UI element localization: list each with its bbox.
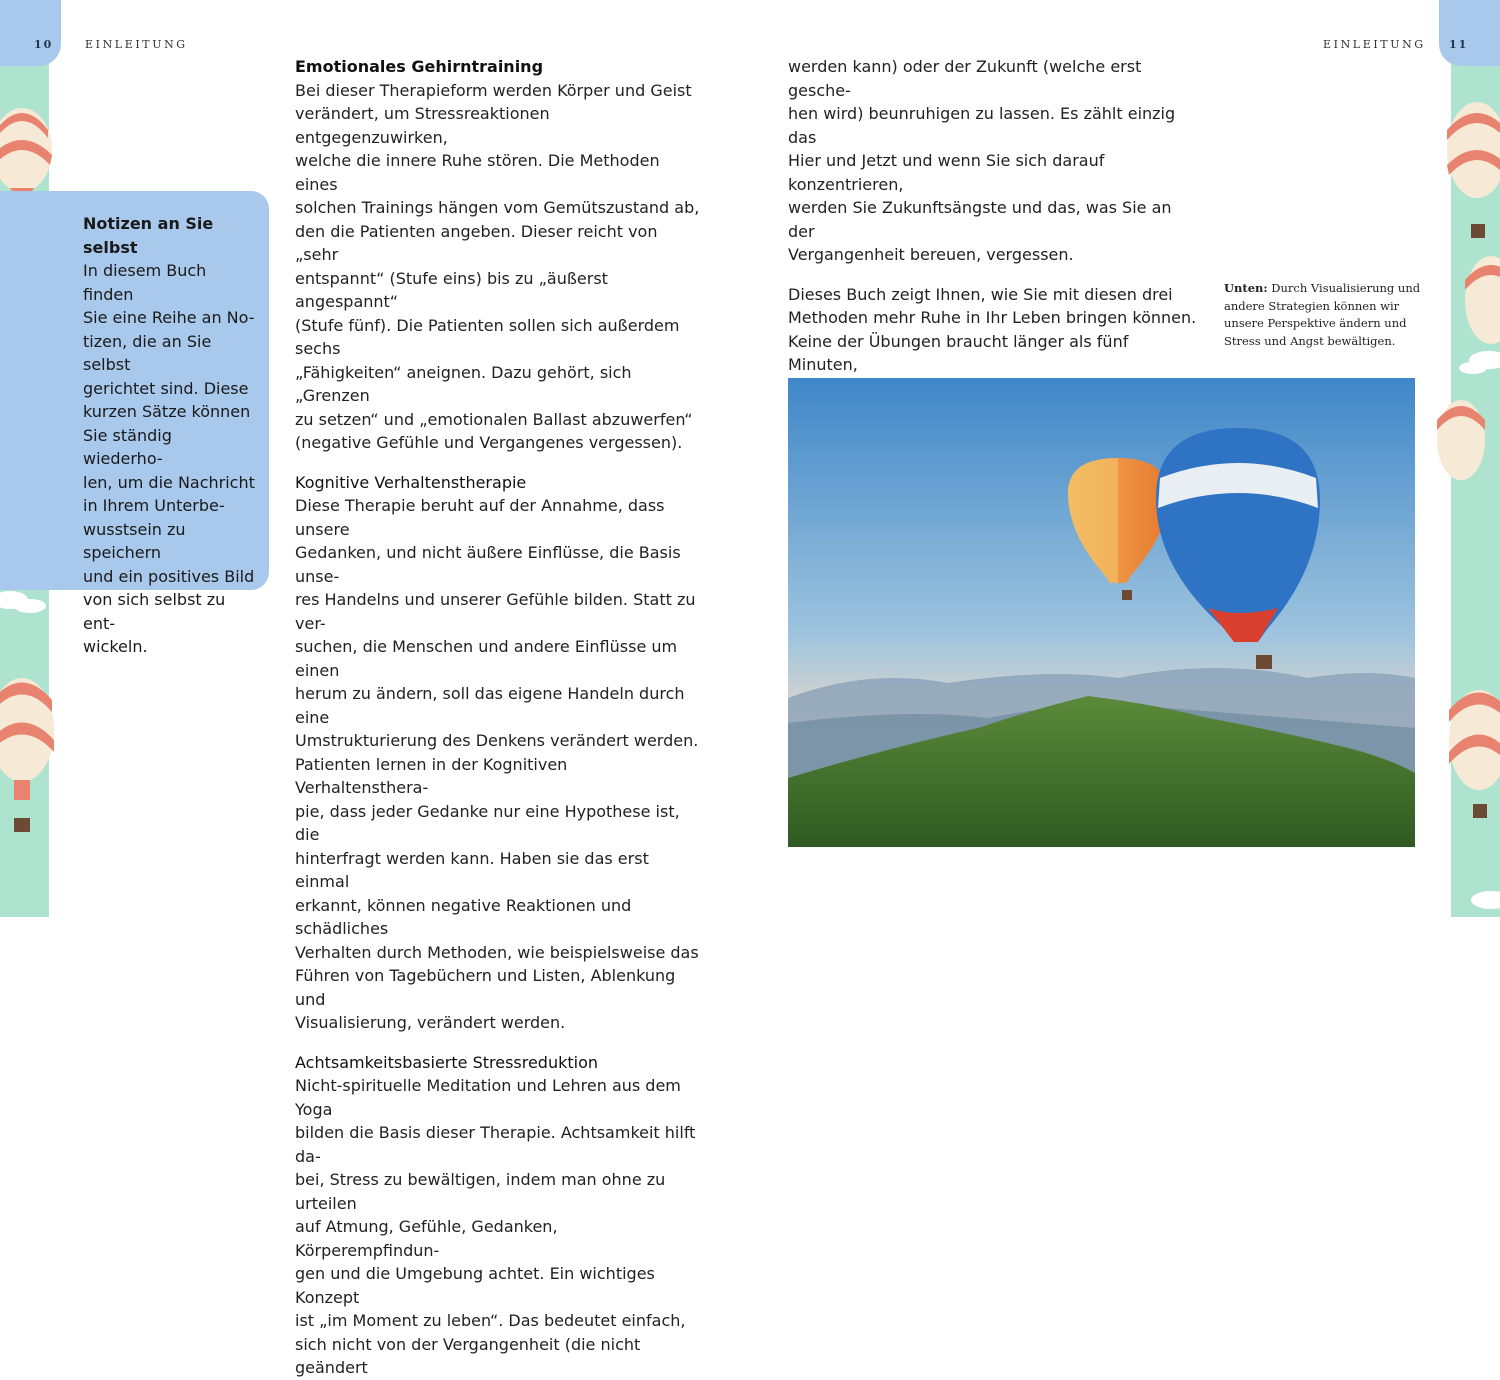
text-line: ist „im Moment zu leben“. Das bedeutet einfach, (295, 1311, 686, 1330)
note-line: wusstsein zu speichern (83, 519, 186, 562)
text-line: solchen Trainings hängen vom Gemütszustand ab, (295, 198, 700, 217)
section-heading-mindfulness-stress-reduction: Achtsamkeitsbasierte Stressreduktion (295, 1052, 599, 1072)
text-line: hinterfragt werden kann. Haben sie das erst einmal (295, 848, 649, 891)
text-line: hen wird) beunruhigen zu lassen. Es zählt einzig das (788, 104, 1176, 147)
text-line: Nicht-spirituelle Meditation und Lehren aus dem Yoga (295, 1076, 681, 1119)
note-line: len, um die Nachricht (83, 472, 255, 492)
balloon-icon (1447, 102, 1500, 238)
text-line: herum zu ändern, soll das eigene Handeln durch eine (295, 684, 685, 727)
note-line: Sie ständig wiederho- (83, 425, 172, 468)
photo-caption (1224, 280, 1424, 350)
text-line: (negative Gefühle und Vergangenes vergessen). (295, 433, 683, 452)
text-line: den die Patienten angeben. Dieser reicht von „sehr (295, 221, 658, 264)
page-number-right: 11 (1449, 38, 1469, 51)
text-line: verändert, um Stressreaktionen entgegenzuwirken, (295, 104, 550, 147)
text-line: Diese Therapie beruht auf der Annahme, dass unsere (295, 496, 665, 539)
page-tab-left (0, 0, 61, 66)
text-line: „Fähigkeiten“ aneignen. Dazu gehört, sich „Grenzen (295, 362, 632, 405)
caption-line (1224, 280, 1424, 298)
text-line: (Stufe fünf). Die Patienten sollen sich außerdem sechs (295, 315, 680, 358)
text-line: pie, dass jeder Gedanke nur eine Hypothese ist, die (295, 801, 680, 844)
note-line: Sie eine Reihe an No- (83, 308, 255, 327)
page-tab-right (1439, 0, 1500, 66)
caption-line: Stress und Angst bewältigen. (1224, 333, 1396, 348)
text-line: Patienten lernen in der Kognitiven Verhaltensthera- (295, 754, 568, 797)
note-line: tizen, die an Sie selbst (83, 331, 212, 374)
caption-label: Unten: (1224, 281, 1268, 295)
text-line: Dieses Buch zeigt Ihnen, wie Sie mit diesen drei (788, 284, 1173, 304)
note-line: wickeln. (83, 637, 148, 656)
text-line: auf Atmung, Gefühle, Gedanken, Körperempfindun- (295, 1217, 558, 1260)
text-line: werden kann) oder der Zukunft (welche erst gesche- (788, 57, 1142, 100)
balloon-icon (0, 108, 52, 198)
note-line: von sich selbst zu ent- (83, 590, 226, 633)
note-title: Notizen an Sie selbst (83, 214, 214, 257)
text-line: Keine der Übungen braucht länger als fünf Minuten, (788, 331, 1129, 374)
decorative-border-right (1451, 0, 1500, 917)
note-text (83, 212, 255, 659)
section-heading-cognitive-behavioral-therapy: Kognitive Verhaltenstherapie (295, 472, 527, 492)
text-line: bei, Stress zu bewältigen, indem man ohne zu urteilen (295, 1170, 666, 1213)
text-line: werden Sie Zukunftsängste und das, was Sie an der (788, 198, 1172, 241)
text-line: Umstrukturierung des Denkens verändert werden. (295, 731, 699, 750)
balloon-icon (1449, 690, 1500, 818)
balloon-icon (0, 678, 54, 832)
text-line: Methoden mehr Ruhe in Ihr Leben bringen können. (788, 308, 1197, 327)
note-line: kurzen Sätze können (83, 402, 251, 421)
balloon-icon (1465, 256, 1500, 344)
text-line: bilden die Basis dieser Therapie. Achtsamkeit hilft da- (295, 1123, 696, 1166)
running-head-right: EINLEITUNG (1323, 38, 1426, 51)
text-line: Gedanken, und nicht äußere Einflüsse, die Basis unse- (295, 543, 681, 586)
text-line: Verhalten durch Methoden, wie beispielsweise das (295, 942, 699, 962)
page-number-left: 10 (34, 38, 54, 51)
balloon-pattern-right (1451, 0, 1500, 917)
text-line: Führen von Tagebüchern und Listen, Ablenkung und (295, 966, 676, 1009)
text-line: entspannt“ (Stufe eins) bis zu „äußerst angespannt“ (295, 268, 608, 311)
text-line: Vergangenheit bereuen, vergessen. (788, 245, 1074, 264)
caption-line: andere Strategien können wir (1224, 298, 1400, 313)
note-line: und ein positives Bild (83, 566, 255, 586)
text-line: welche die innere Ruhe stören. Die Methoden eines (295, 151, 660, 194)
section-heading-emotional-brain-training: Emotionales Gehirntraining (295, 57, 544, 76)
text-line: gen und die Umgebung achtet. Ein wichtiges Konzept (295, 1264, 655, 1307)
text-line: res Handelns und unserer Gefühle bilden. Statt zu ver- (295, 590, 696, 633)
text-line: suchen, die Menschen und andere Einflüsse um einen (295, 637, 678, 680)
note-line: gerichtet sind. Diese (83, 378, 249, 398)
hot-air-balloon-photo (788, 378, 1415, 847)
left-text-column (295, 55, 700, 1380)
caption-text: Durch Visualisierung und (1267, 281, 1421, 295)
running-head-left: EINLEITUNG (85, 38, 188, 51)
text-line: Bei dieser Therapieform werden Körper und Geist (295, 80, 692, 100)
note-line: In diesem Buch finden (83, 261, 207, 304)
balloon-icon (1437, 400, 1485, 480)
note-line: in Ihrem Unterbe- (83, 496, 225, 515)
landscape-illustration (788, 378, 1415, 847)
text-line: erkannt, können negative Reaktionen und schädliches (295, 895, 632, 938)
text-line: Visualisierung, verändert werden. (295, 1013, 566, 1032)
text-line: Hier und Jetzt und wenn Sie sich darauf konzentrieren, (788, 151, 1105, 194)
caption-line: unsere Perspektive ändern und (1224, 316, 1407, 330)
text-line: sich nicht von der Vergangenheit (die nicht geändert (295, 1334, 641, 1377)
text-line: zu setzen“ und „emotionalen Ballast abzuwerfen“ (295, 409, 693, 429)
